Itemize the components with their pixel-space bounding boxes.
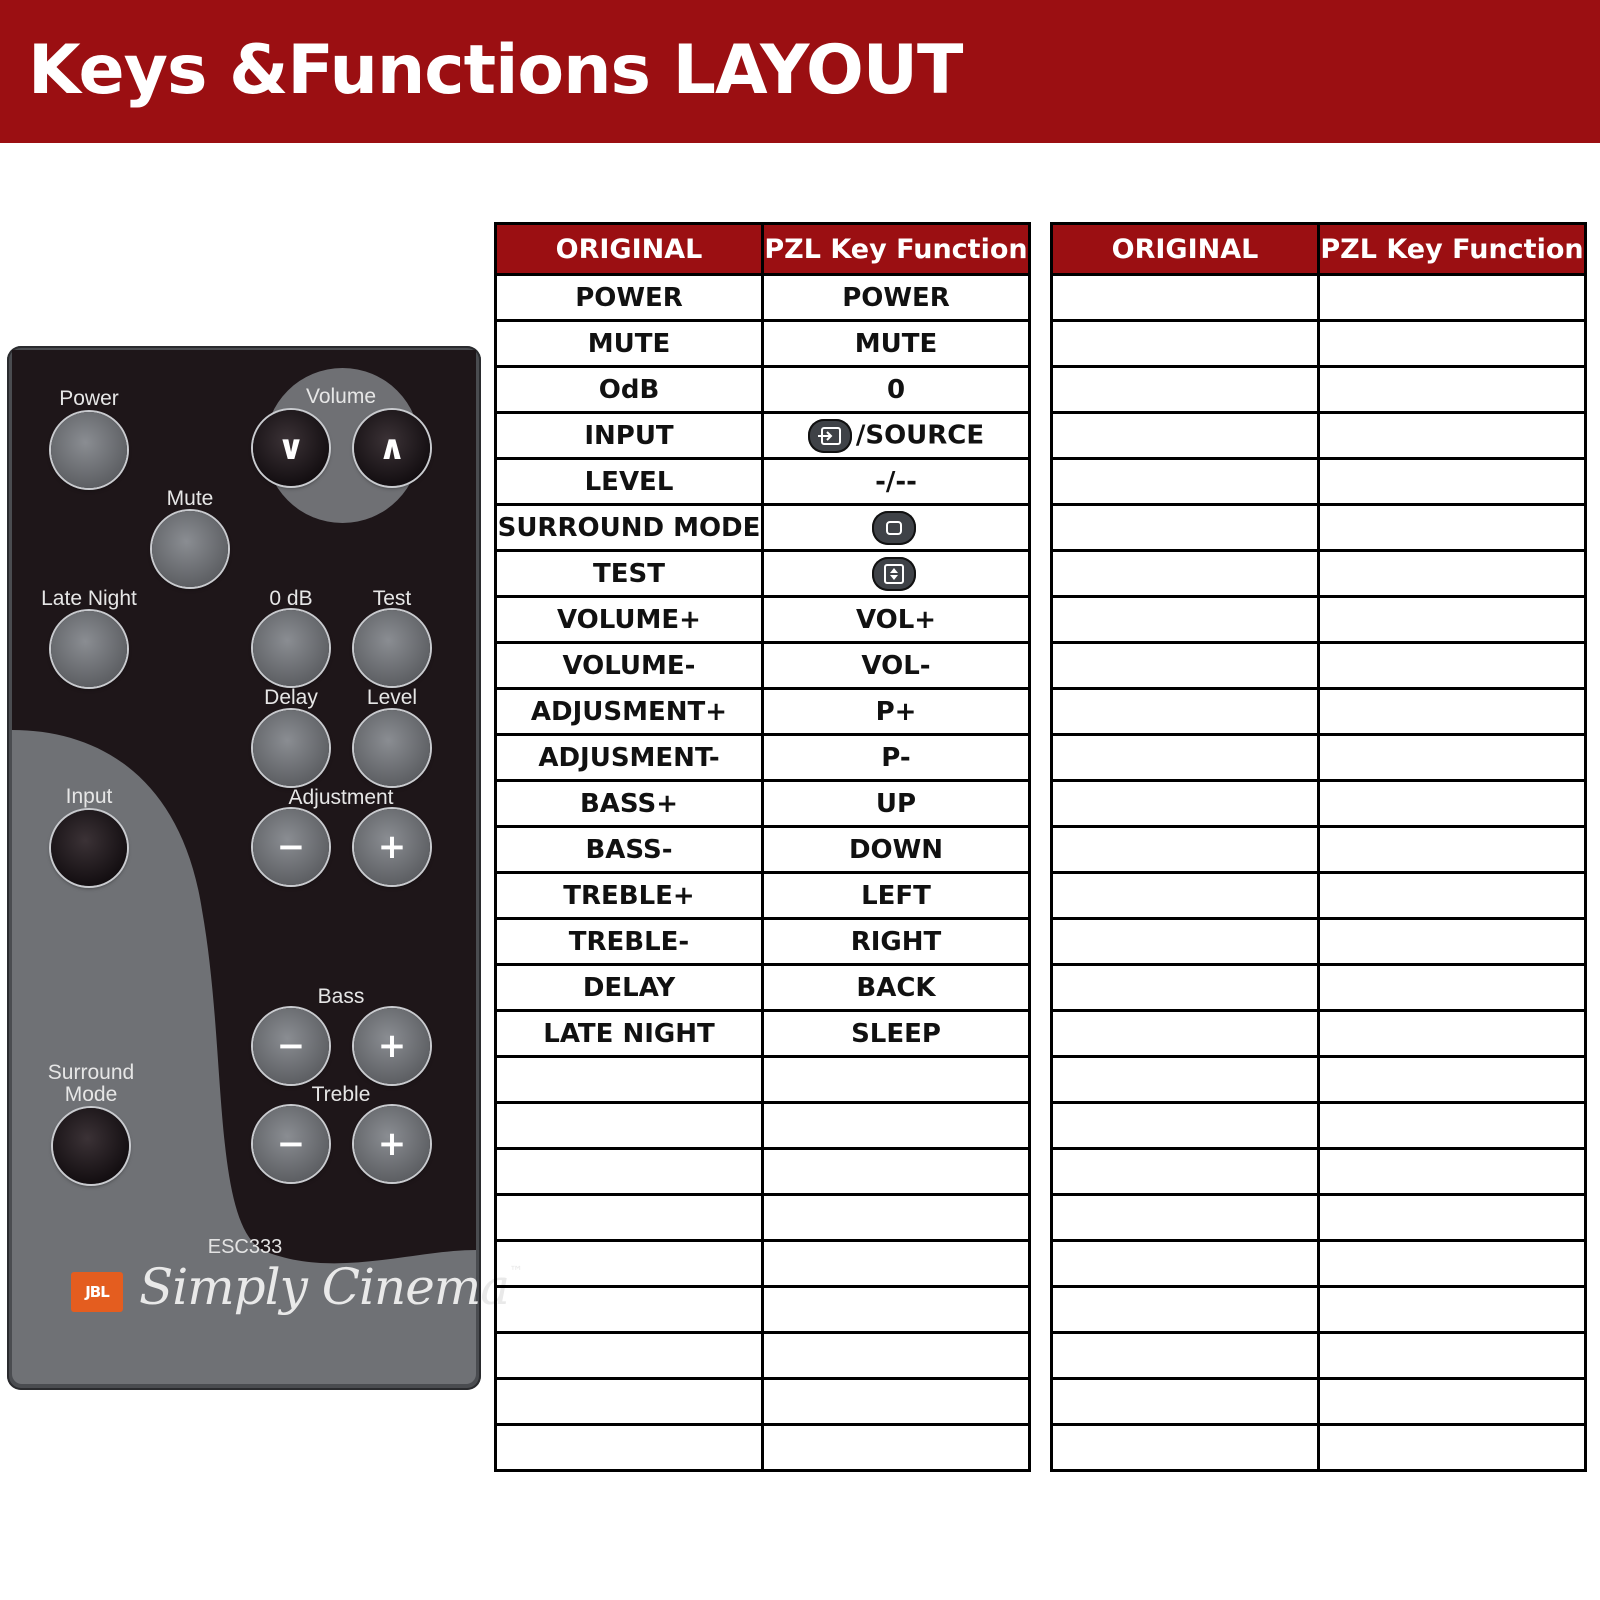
original-cell — [1052, 1287, 1319, 1333]
original-cell: DELAY — [496, 965, 763, 1011]
original-cell: INPUT — [496, 413, 763, 459]
original-cell — [1052, 1011, 1319, 1057]
table-row — [496, 965, 1030, 1011]
empty-table-row — [496, 1333, 1030, 1379]
function-cell — [1319, 919, 1586, 965]
table-row — [496, 551, 1030, 597]
table-row — [496, 827, 1030, 873]
empty-table-row — [1052, 1287, 1586, 1333]
function-cell — [1319, 781, 1586, 827]
original-cell: TREBLE+ — [496, 873, 763, 919]
table-header-row — [496, 224, 1030, 275]
jbl-logo-text: JBL — [85, 1283, 109, 1301]
function-cell — [1319, 275, 1586, 321]
up-down-box-icon — [872, 557, 916, 591]
original-cell: ADJUSMENT+ — [496, 689, 763, 735]
model-number: ESC333 — [207, 1236, 283, 1258]
function-cell — [763, 1103, 1030, 1149]
empty-table-row — [1052, 781, 1586, 827]
empty-table-row — [496, 1057, 1030, 1103]
empty-table-row — [1052, 413, 1586, 459]
function-cell — [763, 1195, 1030, 1241]
empty-rows — [1052, 275, 1586, 1471]
original-cell — [1052, 873, 1319, 919]
function-cell — [763, 1425, 1030, 1471]
mute-label: Mute — [166, 487, 214, 510]
bass-label: Bass — [317, 985, 365, 1008]
empty-table-row — [1052, 827, 1586, 873]
function-cell — [763, 1287, 1030, 1333]
minus-icon: − — [276, 827, 306, 867]
function-cell — [1319, 597, 1586, 643]
original-cell — [1052, 735, 1319, 781]
mute-button[interactable] — [152, 511, 228, 587]
volume-down-button[interactable] — [253, 410, 329, 486]
empty-table-row — [496, 1379, 1030, 1425]
original-cell — [1052, 643, 1319, 689]
empty-table-row — [1052, 275, 1586, 321]
empty-table-row — [1052, 873, 1586, 919]
adjustment-label: Adjustment — [288, 786, 394, 809]
empty-table-row — [1052, 459, 1586, 505]
original-cell — [1052, 367, 1319, 413]
function-cell — [1319, 1379, 1586, 1425]
function-cell — [1319, 873, 1586, 919]
empty-table-row — [1052, 1149, 1586, 1195]
original-cell — [1052, 1425, 1319, 1471]
empty-table-row — [1052, 1333, 1586, 1379]
function-cell: P- — [763, 735, 1030, 781]
input-button[interactable] — [51, 810, 127, 886]
original-cell — [1052, 1195, 1319, 1241]
zero-db-label: 0 dB — [269, 587, 313, 610]
original-cell — [496, 1241, 763, 1287]
function-cell: VOL- — [763, 643, 1030, 689]
original-cell: TREBLE- — [496, 919, 763, 965]
test-label: Test — [372, 587, 412, 610]
function-cell — [1319, 1425, 1586, 1471]
delay-button[interactable] — [253, 710, 329, 786]
empty-table-row — [1052, 643, 1586, 689]
minus-icon: − — [276, 1026, 306, 1066]
function-cell: P+ — [763, 689, 1030, 735]
original-cell — [1052, 597, 1319, 643]
function-cell — [1319, 1103, 1586, 1149]
adjustment-minus-button[interactable] — [253, 809, 329, 885]
chevron-up-icon: ∧ — [378, 428, 406, 468]
empty-table-row — [496, 1149, 1030, 1195]
function-cell — [763, 1379, 1030, 1425]
original-cell — [1052, 505, 1319, 551]
brand-text: Simply Cinema — [139, 1258, 510, 1316]
table-row — [496, 505, 1030, 551]
function-cell — [1319, 1241, 1586, 1287]
empty-table-row — [1052, 1011, 1586, 1057]
empty-table-row — [1052, 965, 1586, 1011]
function-cell — [1319, 413, 1586, 459]
treble-minus-button[interactable] — [253, 1106, 329, 1182]
function-cell: LEFT — [763, 873, 1030, 919]
empty-table-row — [1052, 1057, 1586, 1103]
minus-icon: − — [276, 1124, 306, 1164]
treble-label: Treble — [311, 1083, 371, 1106]
plus-icon: + — [377, 1026, 407, 1066]
function-cell — [1319, 1333, 1586, 1379]
key-mapping-table-left — [494, 222, 1031, 1472]
function-cell — [1319, 551, 1586, 597]
table-row — [496, 1011, 1030, 1057]
original-cell — [1052, 413, 1319, 459]
original-cell: BASS+ — [496, 781, 763, 827]
surround-mode-label-line1: Surround — [47, 1061, 135, 1084]
function-cell — [1319, 1057, 1586, 1103]
adjustment-plus-button[interactable] — [354, 809, 430, 885]
table-row — [496, 781, 1030, 827]
original-cell: VOLUME- — [496, 643, 763, 689]
empty-table-row — [1052, 321, 1586, 367]
test-button[interactable] — [354, 610, 430, 686]
original-cell: OdB — [496, 367, 763, 413]
function-cell: BACK — [763, 965, 1030, 1011]
empty-table-row — [1052, 1379, 1586, 1425]
function-cell — [763, 1333, 1030, 1379]
function-cell: MUTE — [763, 321, 1030, 367]
empty-table-row — [1052, 597, 1586, 643]
original-cell — [1052, 551, 1319, 597]
input-source-icon — [808, 419, 852, 453]
function-cell: UP — [763, 781, 1030, 827]
empty-table-row — [1052, 1241, 1586, 1287]
function-cell: 0 — [763, 367, 1030, 413]
table-header-row — [1052, 224, 1586, 275]
function-cell — [1319, 689, 1586, 735]
empty-table-row — [1052, 689, 1586, 735]
column-header-original: ORIGINAL — [1052, 224, 1319, 275]
function-cell: RIGHT — [763, 919, 1030, 965]
empty-table-row — [496, 1241, 1030, 1287]
power-button[interactable] — [51, 412, 127, 488]
column-header-function: PZL Key Function — [763, 224, 1030, 275]
key-mapping-table-right — [1050, 222, 1587, 1472]
late-night-button[interactable] — [51, 611, 127, 687]
original-cell: LEVEL — [496, 459, 763, 505]
empty-table-row — [1052, 551, 1586, 597]
column-header-original: ORIGINAL — [496, 224, 763, 275]
surround-mode-label-line2: Mode — [64, 1083, 118, 1106]
plus-icon: + — [377, 827, 407, 867]
table-row — [496, 321, 1030, 367]
original-cell — [1052, 1333, 1319, 1379]
jbl-logo — [71, 1272, 123, 1312]
original-cell — [1052, 965, 1319, 1011]
original-cell — [496, 1333, 763, 1379]
function-cell — [1319, 1195, 1586, 1241]
function-cell — [1319, 321, 1586, 367]
bass-minus-button[interactable] — [253, 1008, 329, 1084]
table-row — [496, 597, 1030, 643]
empty-table-row — [1052, 919, 1586, 965]
empty-rows — [496, 1057, 1030, 1471]
page-title: Keys &Functions LAYOUT — [28, 31, 963, 110]
original-cell — [1052, 459, 1319, 505]
remote-control — [7, 346, 523, 1390]
function-cell: VOL+ — [763, 597, 1030, 643]
original-cell: VOLUME+ — [496, 597, 763, 643]
original-cell: ADJUSMENT- — [496, 735, 763, 781]
level-button[interactable] — [354, 710, 430, 786]
original-cell — [496, 1195, 763, 1241]
table-row — [496, 873, 1030, 919]
original-cell: POWER — [496, 275, 763, 321]
empty-table-row — [496, 1195, 1030, 1241]
original-cell — [1052, 275, 1319, 321]
original-cell: SURROUND MODE — [496, 505, 763, 551]
function-cell — [1319, 1287, 1586, 1333]
late-night-label: Late Night — [41, 587, 137, 610]
function-cell — [1319, 643, 1586, 689]
function-cell — [763, 505, 1030, 551]
bass-plus-button[interactable] — [354, 1008, 430, 1084]
empty-table-row — [496, 1103, 1030, 1149]
original-cell — [496, 1103, 763, 1149]
power-label: Power — [59, 387, 119, 410]
function-cell — [763, 551, 1030, 597]
table-row — [496, 459, 1030, 505]
function-cell — [763, 1149, 1030, 1195]
delay-label: Delay — [264, 686, 318, 709]
function-cell — [1319, 735, 1586, 781]
original-cell: LATE NIGHT — [496, 1011, 763, 1057]
original-cell — [1052, 1103, 1319, 1149]
table-row — [496, 413, 1030, 459]
table-row — [496, 275, 1030, 321]
volume-up-button[interactable] — [354, 410, 430, 486]
original-cell — [496, 1149, 763, 1195]
function-cell — [763, 1241, 1030, 1287]
table-row — [496, 735, 1030, 781]
function-cell — [1319, 827, 1586, 873]
function-cell: -/-- — [763, 459, 1030, 505]
function-cell: DOWN — [763, 827, 1030, 873]
empty-table-row — [1052, 1103, 1586, 1149]
volume-label: Volume — [305, 385, 377, 408]
empty-table-row — [1052, 367, 1586, 413]
level-label: Level — [366, 686, 418, 709]
function-cell — [1319, 367, 1586, 413]
original-cell: MUTE — [496, 321, 763, 367]
zero-db-button[interactable] — [253, 610, 329, 686]
empty-table-row — [1052, 1195, 1586, 1241]
function-cell — [1319, 965, 1586, 1011]
function-cell — [1319, 459, 1586, 505]
original-cell — [1052, 827, 1319, 873]
empty-table-row — [1052, 505, 1586, 551]
trademark: ™ — [509, 1264, 523, 1280]
function-cell: SLEEP — [763, 1011, 1030, 1057]
square-icon — [872, 511, 916, 545]
treble-plus-button[interactable] — [354, 1106, 430, 1182]
function-cell — [1319, 1149, 1586, 1195]
original-cell — [1052, 781, 1319, 827]
function-cell — [1319, 1011, 1586, 1057]
surround-mode-button[interactable] — [53, 1108, 129, 1184]
original-cell — [1052, 1241, 1319, 1287]
chevron-down-icon: ∨ — [277, 428, 305, 468]
function-cell — [763, 1057, 1030, 1103]
function-cell — [1319, 505, 1586, 551]
original-cell — [1052, 919, 1319, 965]
function-cell — [763, 413, 1030, 459]
input-label: Input — [65, 785, 113, 808]
original-cell — [1052, 1149, 1319, 1195]
empty-table-row — [1052, 1425, 1586, 1471]
original-cell — [1052, 1057, 1319, 1103]
function-text: /SOURCE — [855, 420, 985, 450]
original-cell: BASS- — [496, 827, 763, 873]
original-cell: TEST — [496, 551, 763, 597]
original-cell — [496, 1425, 763, 1471]
original-cell — [496, 1057, 763, 1103]
table-row — [496, 643, 1030, 689]
table-row — [496, 367, 1030, 413]
table-row — [496, 689, 1030, 735]
original-cell — [1052, 1379, 1319, 1425]
plus-icon: + — [377, 1124, 407, 1164]
empty-table-row — [1052, 735, 1586, 781]
table-row — [496, 919, 1030, 965]
original-cell — [1052, 689, 1319, 735]
empty-table-row — [496, 1425, 1030, 1471]
header-banner — [0, 0, 1600, 143]
original-cell — [496, 1287, 763, 1333]
column-header-function: PZL Key Function — [1319, 224, 1586, 275]
original-cell — [496, 1379, 763, 1425]
empty-table-row — [496, 1287, 1030, 1333]
brand-wordmark — [139, 1258, 522, 1316]
original-cell — [1052, 321, 1319, 367]
function-cell: POWER — [763, 275, 1030, 321]
